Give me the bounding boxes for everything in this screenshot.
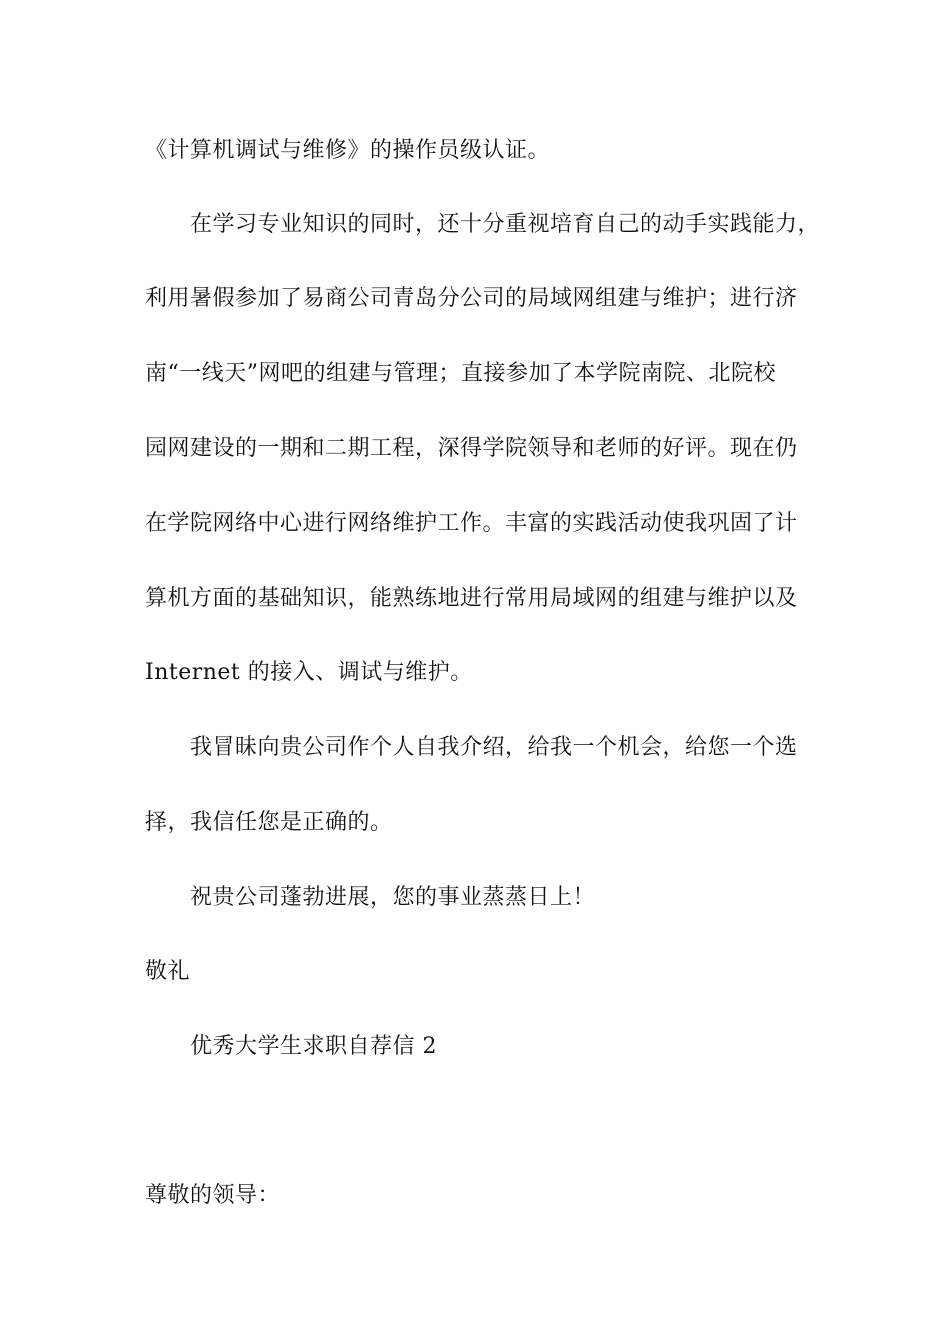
- paragraph-line: 我冒昧向贵公司作个人自我介绍，给我一个机会，给您一个选: [190, 735, 798, 760]
- paragraph-line: 祝贵公司蓬勃进展，您的事业蒸蒸日上！: [190, 885, 596, 910]
- letter-greeting: 尊敬的领导：: [145, 1183, 281, 1208]
- paragraph-line: 园网建设的一期和二期工程，深得学院领导和老师的好评。现在仍: [145, 436, 798, 461]
- paragraph-line: 在学习专业知识的同时，还十分重视培育自己的动手实践能力，: [190, 212, 821, 237]
- paragraph-line: 南“一线天”网吧的组建与管理；直接参加了本学院南院、北院校: [145, 361, 776, 386]
- paragraph-line: 算机方面的基础知识，能熟练地进行常用局域网的组建与维护以及: [145, 586, 798, 611]
- paragraph-line: Internet 的接入、调试与维护。: [145, 660, 473, 685]
- paragraph-line: 利用暑假参加了易商公司青岛分公司的局域网组建与维护；进行济: [145, 286, 798, 311]
- letter-heading: 优秀大学生求职自荐信 2: [190, 1034, 437, 1059]
- paragraph-line: 《计算机调试与维修》的操作员级认证。: [145, 138, 551, 163]
- closing-salutation: 敬礼: [145, 959, 191, 984]
- paragraph-line: 择，我信任您是正确的。: [145, 810, 393, 835]
- paragraph-line: 在学院网络中心进行网络维护工作。丰富的实践活动使我巩固了计: [145, 511, 798, 536]
